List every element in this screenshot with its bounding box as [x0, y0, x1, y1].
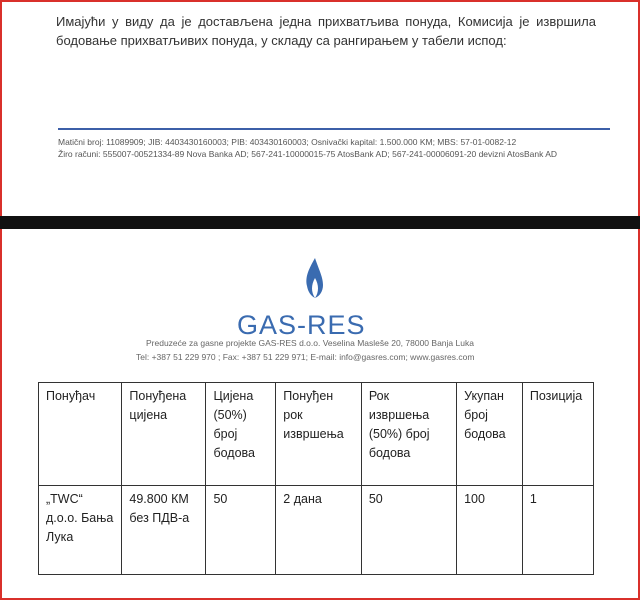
cell-bidder: „TWC“ д.о.о. Бања Лука — [39, 486, 122, 575]
header-cell-bidder: Понуђач — [39, 383, 122, 486]
cell-total-points: 100 — [457, 486, 523, 575]
table-row — [39, 486, 594, 575]
footer-bank-accounts-line: Žiro računi: 555007-00521334-89 Nova Banka AD; 567-241-10000015-75 AtosBank AD; 567-241-00006091-20 devizni AtosBank AD — [58, 149, 558, 159]
header-cell-price-points: Цијена (50%) број бодова — [206, 383, 276, 486]
footer-registration-line: Matični broj: 11089909; JIB: 4403430160003; PIB: 403430160003; Osnivački kapital: 1.500.000 KM; MBS: 57-01-0082-12 — [58, 137, 517, 147]
cell-offered-price: 49.800 КМ без ПДВ-а — [122, 486, 206, 575]
gas-flame-icon — [302, 256, 328, 306]
header-cell-total-points: Укупан број бодова — [457, 383, 523, 486]
header-cell-deadline-points: Рок извршења (50%) број бодова — [361, 383, 456, 486]
cell-position: 1 — [522, 486, 593, 575]
header-cell-offered-price: Понуђена цијена — [122, 383, 206, 486]
cell-offered-deadline: 2 дана — [276, 486, 362, 575]
header-cell-position: Позиција — [522, 383, 593, 486]
letterhead-company-line: Preduzeće za gasne projekte GAS-RES d.o.o. Veselina Masleše 20, 78000 Banja Luka — [146, 338, 474, 348]
ranking-table — [38, 382, 594, 575]
page-separator — [0, 216, 640, 229]
table-header-row — [39, 383, 594, 486]
footer-divider — [58, 128, 610, 130]
letterhead-contact-line: Tel: +387 51 229 970 ; Fax: +387 51 229 971; E-mail: info@gasres.com; www.gasres.com — [136, 352, 475, 362]
cell-price-points: 50 — [206, 486, 276, 575]
cell-deadline-points: 50 — [361, 486, 456, 575]
company-footer — [58, 136, 557, 160]
header-cell-offered-deadline: Понуђен рок извршења — [276, 383, 362, 486]
intro-paragraph: Имајући у виду да је достављена једна прихватљива понуда, Комисија је извршила бодовање прихватљивих понуда, у складу са рангирањем у табели испод: — [56, 14, 596, 48]
brand-logo-text: GAS-RES — [237, 310, 366, 340]
